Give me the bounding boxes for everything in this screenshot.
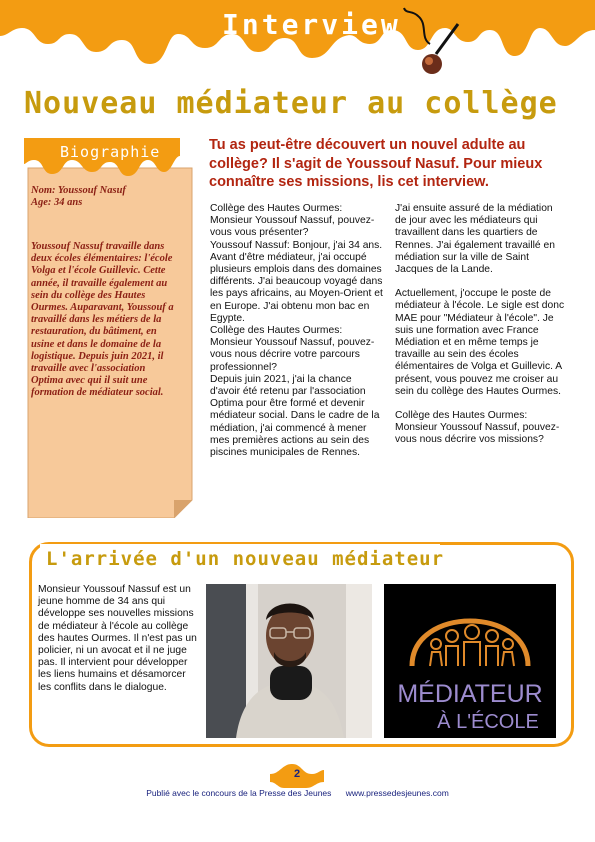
footer: [0, 788, 595, 798]
logo-line-1: MÉDIATEUR: [397, 680, 543, 708]
interview-column-2: [395, 203, 565, 447]
question-2: Collège des Hautes Ourmes: Monsieur Youssouf Nassuf, pouvez-vous nous décrire votre parcours professionnel?: [210, 325, 375, 373]
footer-url[interactable]: www.pressedesjeunes.com: [345, 788, 449, 798]
question-1: Collège des Hautes Ourmes: Monsieur Youssouf Nassuf, pouvez-vous vous présenter?: [210, 203, 375, 239]
article-intro: Tu as peut-être découvert un nouvel adulte au collège? Il s'agit de Youssouf Nasuf. Pour mieux connaître ses missions, lis cet interview.: [209, 137, 543, 190]
mediateur-logo: [384, 584, 556, 738]
biography-text: Youssouf Nassuf travaille dans deux écoles élémentaires: l'école Volga et l'école Guillevic. Cette année, il travaille également au sein du collège des Hautes Ourmes. Auparavant, Youssouf a travaillé dans les métiers de la restauration, du bâtiment, en usine et dans le domaine de la logistique. Depuis juin 2021, il travaille avec l'association Optima avec qui il suit une formation de médiateur social.: [31, 241, 174, 399]
interview-column-1: [210, 203, 384, 459]
logo-line-2: À L'ÉCOLE: [437, 711, 539, 733]
question-3: Collège des Hautes Ourmes: Monsieur Youssouf Nassuf, pouvez-vous nous décrire vos missions?: [395, 410, 560, 446]
biography-title: Biographie: [60, 143, 161, 161]
arrival-title: L'arrivée d'un nouveau médiateur: [46, 548, 445, 570]
page-number: 2: [293, 768, 301, 780]
microphone-icon: [400, 4, 460, 80]
page-headline: Nouveau médiateur au collège: [24, 86, 558, 121]
banner-title: Interview: [222, 8, 401, 41]
answer-2-continued: J'ai ensuite assuré de la médiation de jour avec les médiateurs qui travaillent dans les quartiers de Rennes. J'ai également travaillé en médiation sur la ville de Saint Jacques de la Lande.: [395, 203, 555, 276]
biography-age: Age: 34 ans: [31, 197, 83, 209]
answer-1: Youssouf Nassuf: Bonjour, j'ai 34 ans. Avant d'être médiateur, j'ai occupé plusieurs emplois dans des domaines différents. J'ai beaucoup voyagé dans les pays africains, au Moyen-Orient et en Europe. J'ai obtenu mon bac en Egypte.: [210, 239, 383, 324]
answer-2: Depuis juin 2021, j'ai la chance d'avoir été retenu par l'association Optima pour être formé et devenir médiateur social. Dans le cadre de la médiation, j'ai commencé à mener mes premières actions au sein des piscines municipales de Rennes.: [210, 373, 380, 459]
biography-id: [31, 185, 179, 209]
mediator-photo: [206, 584, 372, 738]
footer-credit: Publié avec le concours de la Presse des Jeunes: [146, 788, 332, 798]
biography-name: Nom: Youssouf Nasuf: [31, 185, 126, 196]
answer-2-current-role: Actuellement, j'occupe le poste de médiateur à l'école. Le sigle est donc MAE pour "Médiateur à l'école". Je suis une formation avec France Médiation et en même temps je travaille au sein des écoles élémentaires de Volga et Guillevic. A présent, vous pouvez me croiser au sein du collège des Hautes Ourmes.: [395, 288, 565, 397]
arrival-text: Monsieur Youssouf Nassuf est un jeune homme de 34 ans qui développe ses nouvelles missions de médiateur à l'école au collège des hautes Ourmes. Il n'est pas un policier, ni un avocat et il ne juge pas. Il intervient pour développer les liens humains et désamorcer les conflits dans le dialogue.: [38, 584, 197, 693]
